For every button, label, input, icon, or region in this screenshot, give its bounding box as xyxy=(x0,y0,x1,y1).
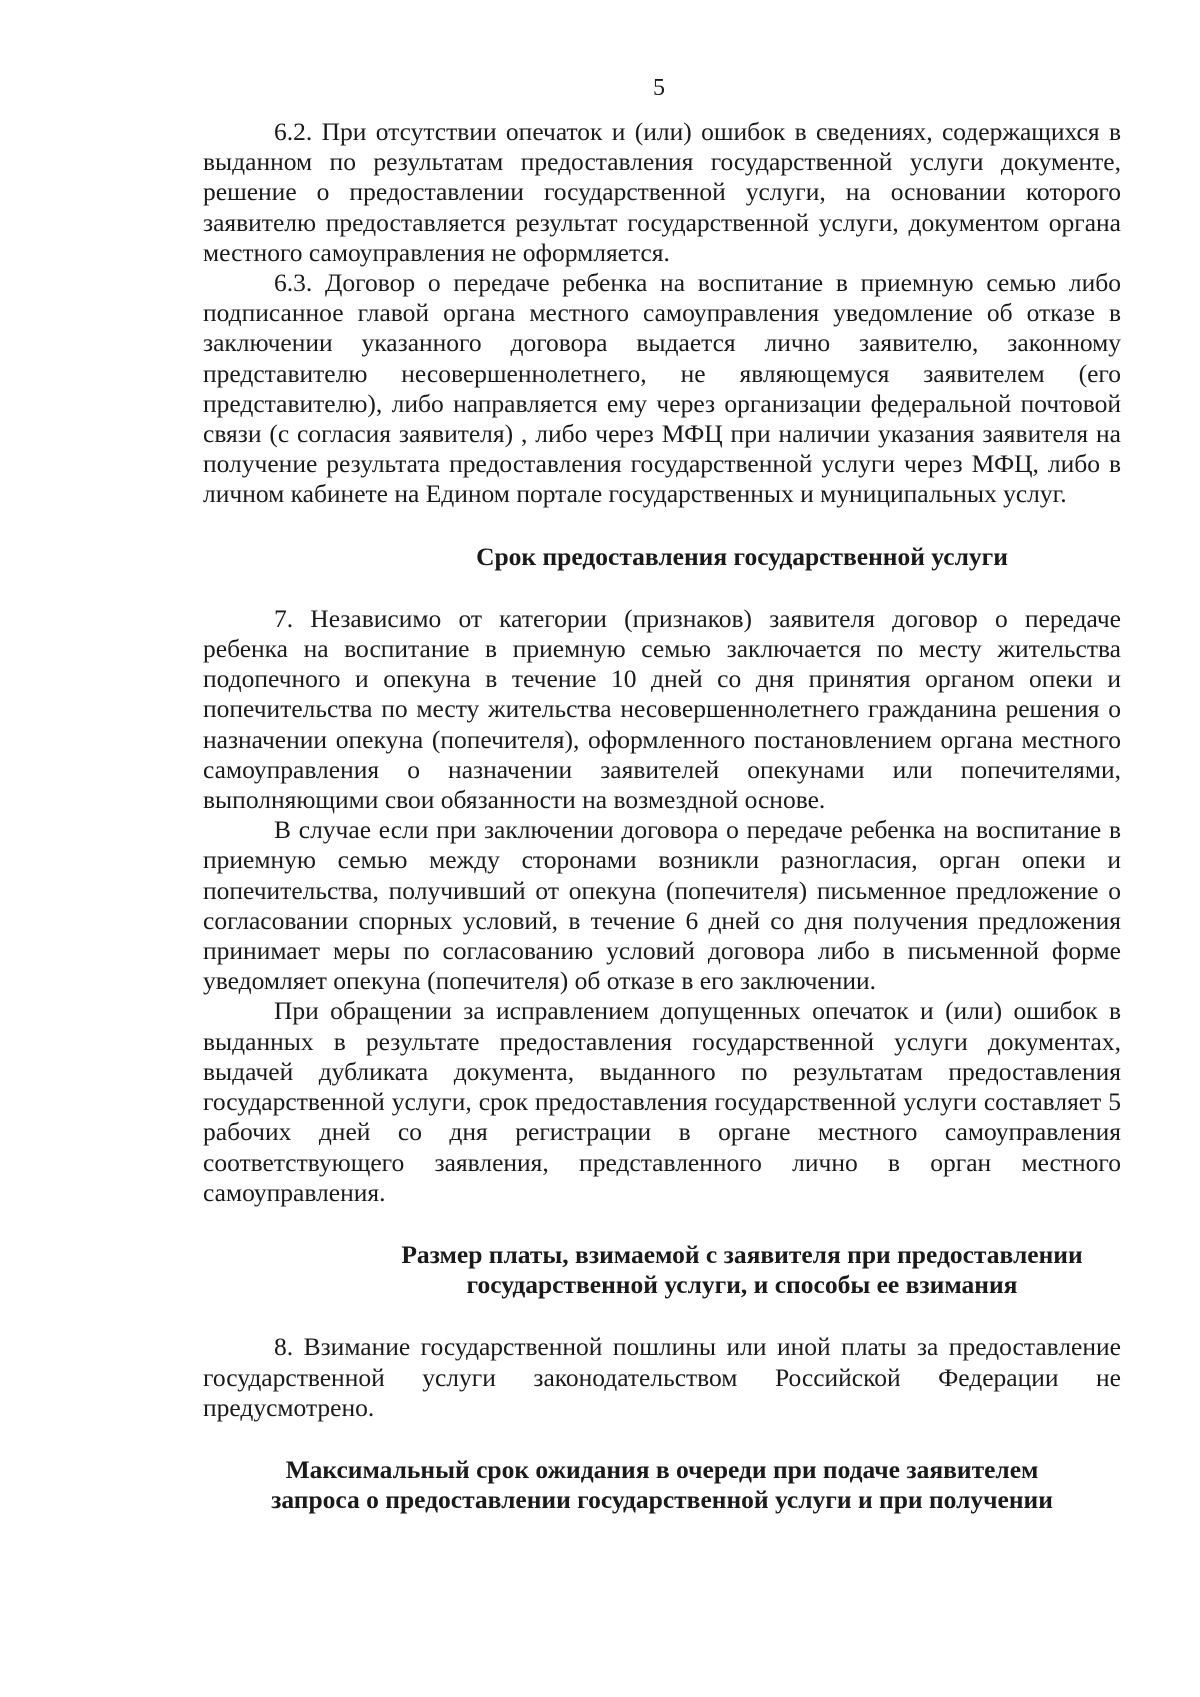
paragraph-6-3: 6.3. Договор о передаче ребенка на воспитание в приемную семью либо подписанное главой органа местного самоуправления уведомление об отказе в заключении указанного договора выдается лично заявителю, законному представителю несовершеннолетнего, не являющемуся заявителем (его представителю), либо направляется ему через организации федеральной почтовой связи (с согласия заявителя) , либо через МФЦ при наличии указания заявителя на получение результата предоставления государственной услуги через МФЦ, либо в личном кабинете на Едином портале государственных и муниципальных услуг. xyxy=(203,268,1121,509)
document-body xyxy=(203,117,1121,1515)
section-heading-ochered xyxy=(203,1455,1121,1515)
paragraph-7-disagreement: В случае если при заключении договора о передаче ребенка на воспитание в приемную семью между сторонами возникли разногласия, орган опеки и попечительства, получивший от опекуна (попечителя) письменное предложение о согласовании спорных условий, в течение 6 дней со дня получения предложения принимает меры по согласованию условий договора либо в письменной форме уведомляет опекуна (попечителя) об отказе в его заключении. xyxy=(203,815,1121,996)
section-heading-srok: Срок предоставления государственной услуги xyxy=(476,541,1008,571)
paragraph-7-corrections: При обращении за исправлением допущенных опечаток и (или) ошибок в выданных в результате предоставления государственной услуги документах, выдачей дубликата документа, выданного по результатам предоставления государственной услуги, срок предоставления государственной услуги составляет 5 рабочих дней со дня регистрации в органе местного самоуправления соответствующего заявления, представленного лично в орган местного самоуправления. xyxy=(203,996,1121,1207)
heading-plata-line-2: государственной услуги, и способы ее взимания xyxy=(466,1270,1018,1300)
heading-plata-line-1: Размер платы, взимаемой с заявителя при предоставлении xyxy=(401,1239,1083,1269)
paragraph-7: 7. Независимо от категории (признаков) заявителя договор о передаче ребенка на воспитание в приемную семью заключается по месту жительства подопечного и опекуна в течение 10 дней со дня принятия органом опеки и попечительства по месту жительства несовершеннолетнего гражданина решения о назначении опекуна (попечителя), оформленного постановлением органа местного самоуправления о назначении заявителей опекунами или попечителями, выполняющими свои обязанности на возмездной основе. xyxy=(203,603,1121,815)
section-heading-plata xyxy=(283,1240,1200,1300)
paragraph-8: 8. Взимание государственной пошлины или иной платы за предоставление государственной услуги законодательством Российской Федерации не предусмотрено. xyxy=(203,1332,1121,1422)
heading-ochered-line-2: запроса о предоставлении государственной услуги и при получении xyxy=(271,1485,1053,1515)
paragraph-6-2: 6.2. При отсутствии опечаток и (или) ошибок в сведениях, содержащихся в выданном по результатам предоставления государственной услуги документе, решение о предоставлении государственной услуги, на основании которого заявителю предоставляется результат государственной услуги, документом органа местного самоуправления не оформляется. xyxy=(203,117,1121,267)
page-number: 5 xyxy=(653,75,665,101)
heading-ochered-line-1: Максимальный срок ожидания в очереди при подаче заявителем xyxy=(285,1454,1039,1484)
